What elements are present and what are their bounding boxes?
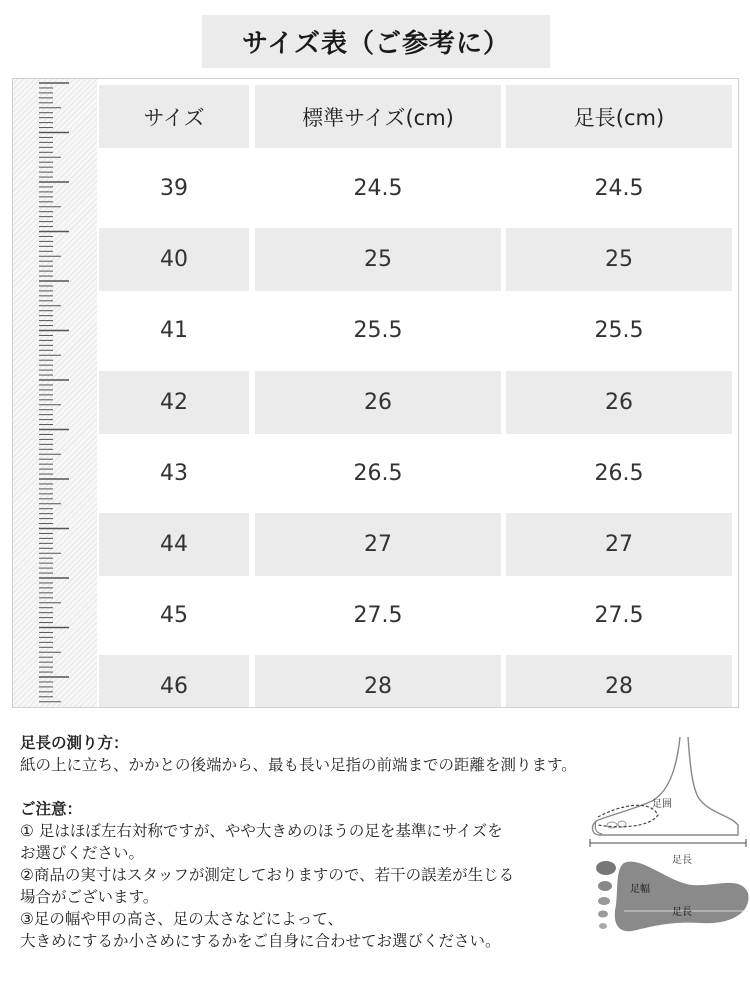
girth-label: 足囲	[652, 799, 672, 810]
cell-size: 42	[99, 371, 249, 434]
cell-standard: 26	[255, 371, 501, 434]
cell-standard: 28	[255, 655, 501, 708]
ruler-icon	[13, 79, 97, 707]
header-standard-size: 標準サイズ(cm)	[255, 85, 501, 148]
measure-text: 紙の上に立ち、かかとの後端から、最も長い足指の前端までの距離を測ります。	[20, 756, 577, 774]
cell-size: 39	[160, 176, 188, 201]
side-length-label: 足長	[672, 855, 692, 866]
note-line: ① 足はほぼ左右対称ですが、やや大きめのほうの足を基準にサイズを	[20, 822, 503, 840]
cell-size: 45	[160, 603, 188, 628]
sole-length-label: 足長	[672, 907, 692, 918]
ruler-decoration	[13, 79, 97, 707]
cell-size: 40	[99, 228, 249, 291]
note-line: ②商品の実寸はスタッフが測定しておりますので、若干の誤差が生じる	[20, 866, 515, 884]
cell-foot-length: 25.5	[594, 318, 644, 343]
notes-section	[20, 732, 670, 952]
note-line: お選びください。	[20, 844, 145, 862]
cell-foot-length: 26	[506, 371, 732, 434]
cell-standard: 25.5	[353, 318, 403, 343]
foot-icon	[580, 735, 750, 940]
cell-foot-length: 25	[506, 228, 732, 291]
header-size: サイズ	[99, 85, 249, 148]
page-title: サイズ表（ご参考に）	[202, 15, 550, 68]
cell-foot-length: 27.5	[594, 603, 644, 628]
cell-standard: 27	[255, 513, 501, 576]
size-table	[12, 78, 739, 708]
notes-heading: ご注意：	[20, 800, 83, 818]
width-label: 足幅	[630, 884, 650, 895]
cell-foot-length: 24.5	[594, 176, 644, 201]
header-foot-length: 足長(cm)	[506, 85, 732, 148]
note-line: 大きめにするか小さめにするかをご自身に合わせてお選びください。	[20, 932, 501, 950]
note-line: ③足の幅や甲の高さ、足の太さなどによって、	[20, 910, 343, 928]
cell-size: 44	[99, 513, 249, 576]
cell-size: 43	[160, 461, 188, 486]
foot-measurement-illustration	[580, 735, 750, 940]
cell-standard: 27.5	[353, 603, 403, 628]
cell-foot-length: 26.5	[594, 461, 644, 486]
cell-size: 41	[160, 318, 188, 343]
cell-foot-length: 28	[506, 655, 732, 708]
cell-size: 46	[99, 655, 249, 708]
cell-standard: 24.5	[353, 176, 403, 201]
note-line: 場合がございます。	[20, 888, 159, 906]
cell-standard: 26.5	[353, 461, 403, 486]
measure-heading: 足長の測り方：	[20, 734, 129, 752]
cell-standard: 25	[255, 228, 501, 291]
cell-foot-length: 27	[506, 513, 732, 576]
